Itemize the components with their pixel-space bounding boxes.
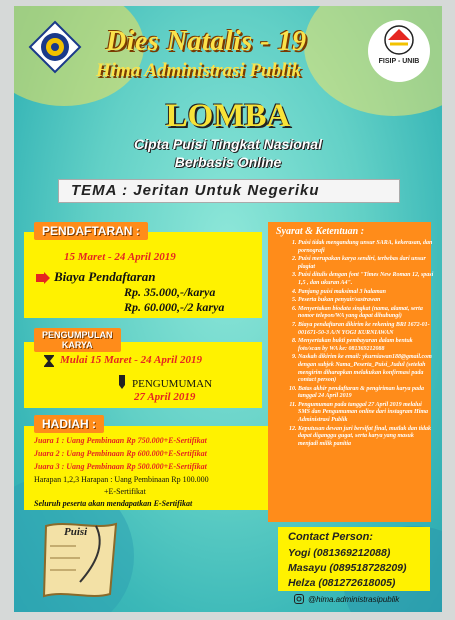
theme-banner [58,179,400,203]
competition-name: Cipta Puisi Tingkat Nasional [133,136,322,152]
syarat-item: 4. Panjang puisi maksimal 3 halaman [298,289,434,297]
contact-person: Yogi (081369212088) [288,547,391,559]
theme-label: TEMA [71,182,117,199]
syarat-title: Syarat & Ketentuan : [276,226,365,237]
syarat-list [288,240,434,449]
syarat-item: 5. Peserta bukan penyair/sastrawan [298,297,434,305]
prize-harapan: Harapan 1,2,3 Harapan : Uang Pembinaan Rp 100.000 [34,475,209,484]
syarat-box [268,222,434,522]
competition-type: Berbasis Online [174,154,282,170]
instagram-handle[interactable]: @hima.administrasipublik [308,595,400,604]
pendaftaran-tag: PENDAFTARAN : [34,222,148,240]
syarat-item: 7. Biaya pendaftaran dikirim ke rekening BRI 1672-01-001671-50-3 A/N YOGI KURNIAWAN [298,322,434,337]
fisip-logo [368,20,430,82]
ribbon-icon [116,375,128,389]
syarat-item: 10. Batas akhir pendaftaran & pengiriman karya pada tanggal 24 April 2019 [298,386,434,401]
prize-1: Juara 1 : Uang Pembinaan Rp 750.000+E-Sertifikat [34,436,207,445]
syarat-item: 8. Menyertakan bukti pembayaran dalam bentuk foto/scan by WA ke: 081369212088 [298,338,434,353]
poster [14,6,442,612]
pengumpulan-tag-line2: KARYA [61,340,93,350]
pendaftaran-dates: 15 Maret - 24 April 2019 [64,251,176,263]
syarat-item: 3. Puisi ditulis dengan font "Times New Roman 12, spasi 1,5 , dan ukuran A4". [298,272,434,287]
pengumuman-date: 27 April 2019 [134,391,196,403]
pengumuman-label: PENGUMUMAN [132,378,213,390]
hourglass-icon [44,355,54,367]
fee-double: Rp. 60.000,-/2 karya [124,300,225,314]
contact-title: Contact Person: [288,531,373,543]
prize-2: Juara 2 : Uang Pembinaan Rp 600.000+E-Sertifikat [34,449,207,458]
prize-3: Juara 3 : Uang Pembinaan Rp 500.000+E-Sertifikat [34,462,207,471]
instagram-icon [294,594,304,604]
prize-harapan-cert: +E-Sertifikat [104,487,146,496]
all-participants-cert: Seluruh peserta akan mendapatkan E-Sertifikat [34,499,193,508]
contact-box [278,527,430,591]
fee-single: Rp. 35.000,-/karya [124,285,216,299]
syarat-item: 12. Keputusan dewan juri bersifat final, mutlak dan tidak dapat diganggu gugat, serta karya yang masuk menjadi milik panitia [298,426,434,449]
syarat-item: 6. Menyertakan biodata singkat (nama, alamat, serta nomor telepon/WA yang dapat dihubungi) [298,306,434,321]
pengumpulan-tag [34,328,121,352]
fisip-label: FISIP - UNIB [378,58,420,65]
contact-person: Masayu (089518728209) [288,562,407,574]
syarat-item: 1. Puisi tidak mengandung unsur SARA, kekerasan, dan pornografi [298,240,434,255]
pengumpulan-dates: Mulai 15 Maret - 24 April 2019 [60,354,202,366]
hima-logo [28,20,82,74]
contact-person: Helza (081272618005) [288,577,396,589]
event-subtitle: Hima Administrasi Publik [96,60,302,81]
scroll-label: Puisi [64,526,88,538]
fisip-emblem-icon [368,20,430,60]
pengumpulan-tag-line1: PENGUMPULAN [42,330,113,340]
syarat-item: 2. Puisi merupakan karya sendiri, terbebas dari unsur plagiat [298,256,434,271]
theme-value: Jeritan Untuk Negeriku [133,182,320,199]
syarat-item: 11. Pengumuman pada tanggal 27 April 2019 melalui SMS dan Pengumuman online dari instagram Hima Administrasi Publik [298,402,434,425]
theme-separator: : [122,182,134,199]
syarat-item: 9. Naskah dikirim ke email: ykurniawan188@gmail.com dengan subjek Nama_Peserta_Puisi_Judul (setelah mengirim diharapkan melakukan konfirmasi pada contact person) [298,354,434,384]
event-title: Dies Natalis - 19 [106,26,307,57]
arrow-icon [36,272,50,284]
lomba-heading: LOMBA [165,98,291,134]
biaya-label: Biaya Pendaftaran [54,269,156,284]
hadiah-tag: HADIAH : [34,415,104,433]
